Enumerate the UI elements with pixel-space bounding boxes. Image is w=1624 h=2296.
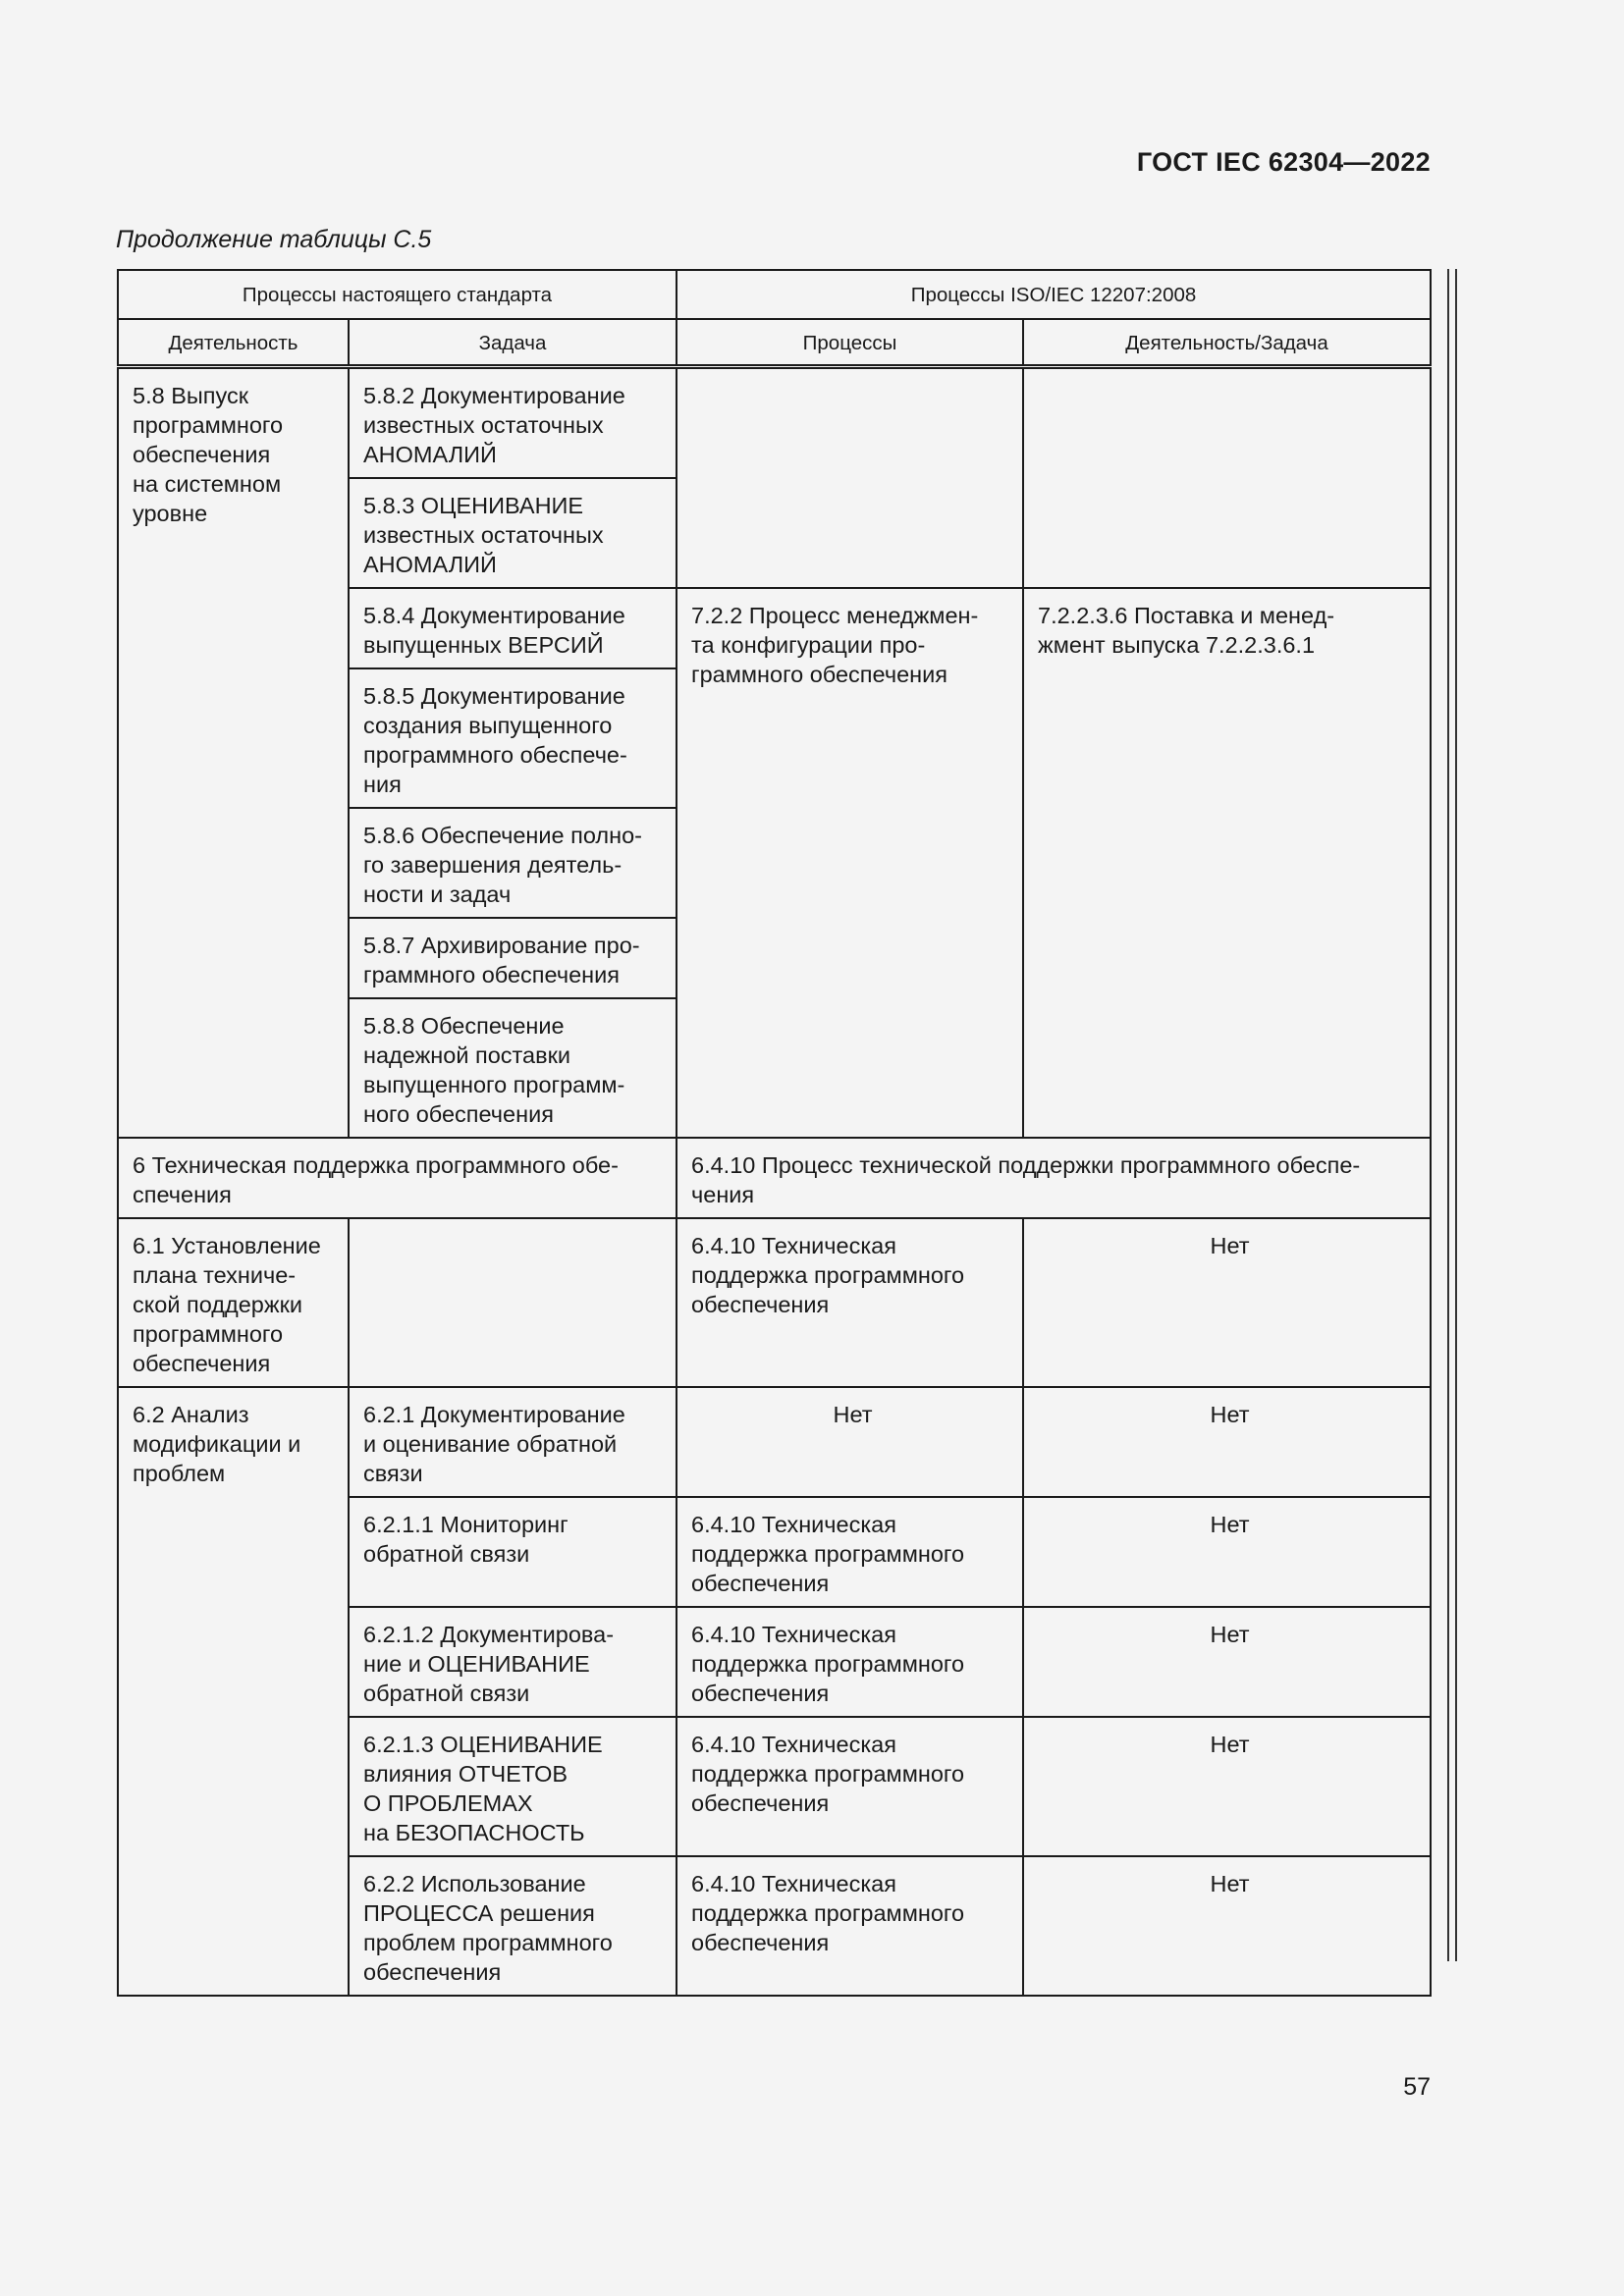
column-header-task: Задача [349, 319, 677, 367]
cell-process: 6.4.10 Техническая поддержка программного обеспечения [677, 1218, 1023, 1387]
cell-process: 6.4.10 Техническая поддержка программного обеспечения [677, 1607, 1023, 1717]
cell-activity-task-empty [1023, 367, 1431, 589]
table-group-header-row [118, 270, 1431, 319]
cell-activity: 6.1 Установление плана техниче- ской поддержки программного обеспечения [118, 1218, 349, 1387]
cell-activity-task: Нет [1023, 1387, 1431, 1497]
cell-activity: 5.8 Выпуск программного обеспечения на системном уровне [118, 367, 349, 1139]
cell-task: 5.8.6 Обеспечение полно- го завершения деятель- ности и задач [349, 808, 677, 918]
cell-section-right: 6.4.10 Процесс технической поддержки программного обеспе- чения [677, 1138, 1431, 1218]
cell-task: 5.8.7 Архивирование про- граммного обеспечения [349, 918, 677, 998]
table-column-header-row [118, 319, 1431, 367]
page-number: 57 [1403, 2073, 1431, 2101]
table-caption: Продолжение таблицы С.5 [116, 226, 432, 253]
cell-task: 6.2.1.3 ОЦЕНИВАНИЕ влияния ОТЧЕТОВ О ПРОБЛЕМАХ на БЕЗОПАСНОСТЬ [349, 1717, 677, 1856]
cell-section-left: 6 Техническая поддержка программного обе- спечения [118, 1138, 677, 1218]
cell-activity-task: Нет [1023, 1856, 1431, 1996]
cell-task: 6.2.2 Использование ПРОЦЕССА решения проблем программного обеспечения [349, 1856, 677, 1996]
cell-activity-task: Нет [1023, 1497, 1431, 1607]
cell-activity: 6.2 Анализ модификации и проблем [118, 1387, 349, 1996]
cell-task: 5.8.5 Документирование создания выпущенного программного обеспече- ния [349, 668, 677, 808]
mapping-table [117, 269, 1432, 1997]
cell-process: 6.4.10 Техническая поддержка программного обеспечения [677, 1497, 1023, 1607]
cell-process: 7.2.2 Процесс менеджмен- та конфигурации про- граммного обеспечения [677, 588, 1023, 1138]
cell-task: 5.8.3 ОЦЕНИВАНИЕ известных остаточных АНОМАЛИЙ [349, 478, 677, 588]
table-row [118, 367, 1431, 479]
column-header-activity: Деятельность [118, 319, 349, 367]
cell-task [349, 1218, 677, 1387]
column-header-activity-task: Деятельность/Задача [1023, 319, 1431, 367]
cell-activity-task: Нет [1023, 1717, 1431, 1856]
table-row [118, 1138, 1431, 1218]
cell-process: 6.4.10 Техническая поддержка программного обеспечения [677, 1856, 1023, 1996]
document-standard-header: ГОСТ IEC 62304—2022 [1136, 147, 1431, 177]
cell-activity-task: Нет [1023, 1607, 1431, 1717]
group-header-this-standard: Процессы настоящего стандарта [118, 270, 677, 319]
cell-process: Нет [677, 1387, 1023, 1497]
column-header-processes: Процессы [677, 319, 1023, 367]
cell-task: 6.2.1.1 Мониторинг обратной связи [349, 1497, 677, 1607]
cell-task: 5.8.2 Документирование известных остаточных АНОМАЛИЙ [349, 367, 677, 479]
table-row [118, 1218, 1431, 1387]
margin-change-bar [1447, 269, 1457, 1961]
cell-task: 5.8.4 Документирование выпущенных ВЕРСИЙ [349, 588, 677, 668]
cell-task: 5.8.8 Обеспечение надежной поставки выпущенного программ- ного обеспечения [349, 998, 677, 1138]
cell-task: 6.2.1 Документирование и оценивание обратной связи [349, 1387, 677, 1497]
table-row [118, 1387, 1431, 1497]
group-header-iso-12207: Процессы ISO/IEC 12207:2008 [677, 270, 1431, 319]
cell-activity-task: Нет [1023, 1218, 1431, 1387]
cell-process: 6.4.10 Техническая поддержка программного обеспечения [677, 1717, 1023, 1856]
cell-activity-task: 7.2.2.3.6 Поставка и менед- жмент выпуска 7.2.2.3.6.1 [1023, 588, 1431, 1138]
cell-process-empty [677, 367, 1023, 589]
cell-task: 6.2.1.2 Документирова- ние и ОЦЕНИВАНИЕ обратной связи [349, 1607, 677, 1717]
